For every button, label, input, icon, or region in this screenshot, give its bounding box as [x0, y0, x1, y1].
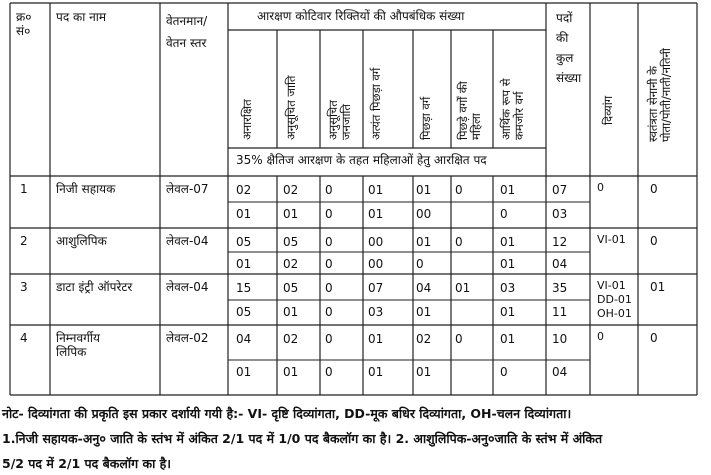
row-value-women: 12: [552, 235, 568, 249]
note-line-3: 5/2 पद में 2/1 पद बैकलॉग का है।: [2, 456, 172, 471]
row-post-name: डाटा इंट्री ऑपरेटर: [56, 280, 133, 294]
row-value-total: 01: [368, 365, 384, 379]
row-value-total: 01: [500, 305, 516, 319]
note-line-1: नोट- दिव्यांगता की प्रकृति इस प्रकार दर्शायी गयी है:- VI- दृष्टि दिव्यांगता, DD-मूक बधिर दिव्यांगता, OH-चलन दिव्यांगता।: [2, 406, 572, 421]
row-value-total: 01: [283, 365, 299, 379]
header-category-7: आर्थिक रूप से कमजोर वर्ग: [499, 78, 526, 140]
header-total: पदों की कुल संख्या: [556, 11, 582, 85]
row-value-total: 01: [236, 257, 252, 271]
header-freedom-fighter: स्वतंत्रता सेनानी के पोता/पोती/नाती/नतिनी: [646, 48, 673, 142]
header-category-5: पिछड़ा वर्ग: [419, 96, 433, 140]
row-disabled: VI-01 DD-01 OH-01: [597, 279, 632, 320]
header-category-6: पिछड़े वर्गों की महिला: [456, 81, 483, 140]
row-value-total: 0: [416, 257, 424, 271]
row-value-women: 04: [416, 281, 432, 295]
row-value-total: 0: [325, 207, 333, 221]
row-freedom-fighter: 0: [650, 331, 658, 345]
row-value-women: 0: [455, 235, 463, 249]
row-sn: 3: [20, 280, 28, 294]
row-value-women: 35: [552, 281, 568, 295]
row-value-total: 03: [552, 207, 568, 221]
row-value-women: 01: [500, 332, 516, 346]
row-sn: 1: [20, 182, 28, 196]
row-post-name: निम्नवर्गीय लिपिक: [56, 331, 100, 359]
row-value-women: 01: [368, 183, 384, 197]
row-value-total: 01: [500, 257, 516, 271]
row-value-women: 01: [500, 235, 516, 249]
row-value-total: 11: [552, 305, 568, 319]
row-value-total: 0: [325, 365, 333, 379]
row-value-women: 02: [283, 183, 299, 197]
row-level: लेवल-07: [166, 182, 209, 196]
row-value-total: 01: [368, 207, 384, 221]
row-value-total: 01: [236, 365, 252, 379]
header-category-2: अनुसूचित जाति: [284, 75, 298, 140]
note-line-2: 1.निजी सहायक-अनु० जाति के स्तंभ में अंकित 2/1 पद में 1/0 पद बैकलॉग का है। 2. आशुलिपिक-अनु०जाति के स्तंभ में अंकित: [2, 431, 603, 446]
row-value-women: 02: [236, 183, 252, 197]
row-freedom-fighter: 01: [650, 280, 666, 294]
header-category-3: अनुसूचित जनजाति: [326, 100, 353, 140]
header-category-1: अनारक्षित: [240, 99, 254, 140]
row-value-women: 01: [416, 183, 432, 197]
row-value-total: 01: [236, 207, 252, 221]
row-disabled: VI-01: [597, 233, 626, 246]
row-freedom-fighter: 0: [650, 182, 658, 196]
row-value-women: 05: [283, 235, 299, 249]
row-value-women: 03: [500, 281, 516, 295]
row-value-total: 01: [416, 305, 432, 319]
row-value-women: 04: [236, 332, 252, 346]
row-sn: 4: [20, 331, 28, 345]
row-value-total: 03: [368, 305, 384, 319]
row-value-women: 02: [283, 332, 299, 346]
row-value-total: 0: [325, 257, 333, 271]
row-value-women: 05: [283, 281, 299, 295]
row-value-women: 0: [325, 183, 333, 197]
row-value-total: 00: [368, 257, 384, 271]
header-category-4: अत्यंत पिछड़ा वर्ग: [369, 67, 383, 140]
row-value-total: 0: [500, 365, 508, 379]
row-value-women: 05: [236, 235, 252, 249]
row-value-women: 15: [236, 281, 252, 295]
row-post-name: आशुलिपिक: [56, 234, 107, 248]
row-value-women: 10: [552, 332, 568, 346]
row-value-women: 01: [500, 183, 516, 197]
row-level: लेवल-04: [166, 280, 209, 294]
header-pay-scale: वेतनमान/ वेतन स्तर: [166, 14, 208, 50]
row-disabled: 0: [597, 330, 604, 343]
row-value-total: 00: [416, 207, 432, 221]
row-value-total: 0: [325, 305, 333, 319]
row-value-total: 0: [500, 207, 508, 221]
row-value-total: 05: [236, 305, 252, 319]
row-value-women: 0: [325, 281, 333, 295]
row-value-women: 0: [455, 183, 463, 197]
row-value-women: 0: [325, 332, 333, 346]
row-value-total: 01: [416, 365, 432, 379]
row-sn: 2: [20, 234, 28, 248]
row-value-total: 01: [283, 305, 299, 319]
header-women-note: 35% क्षैतिज आरक्षण के तहत महिलाओं हेतु आरक्षित पद: [236, 153, 487, 167]
row-level: लेवल-04: [166, 234, 209, 248]
row-value-women: 07: [552, 183, 568, 197]
row-post-name: निजी सहायक: [56, 182, 116, 196]
row-value-women: 07: [368, 281, 384, 295]
row-value-total: 04: [552, 257, 568, 271]
row-freedom-fighter: 0: [650, 234, 658, 248]
row-value-total: 01: [283, 207, 299, 221]
row-value-total: 02: [283, 257, 299, 271]
row-value-women: 01: [416, 235, 432, 249]
row-level: लेवल-02: [166, 331, 209, 345]
row-value-women: 00: [368, 235, 384, 249]
header-reservation-title: आरक्षण कोटिवार रिक्तियों की औपबंधिक संख्या: [257, 9, 465, 23]
row-value-women: 0: [325, 235, 333, 249]
header-post-name: पद का नाम: [56, 10, 107, 24]
header-disabled: दिव्यांग: [601, 95, 615, 125]
row-value-women: 01: [455, 281, 471, 295]
row-value-women: 02: [416, 332, 432, 346]
row-disabled: 0: [597, 181, 604, 194]
row-value-women: 0: [455, 332, 463, 346]
row-value-women: 01: [368, 332, 384, 346]
header-sn: क्र० सं०: [16, 10, 32, 38]
row-value-total: 04: [552, 365, 568, 379]
